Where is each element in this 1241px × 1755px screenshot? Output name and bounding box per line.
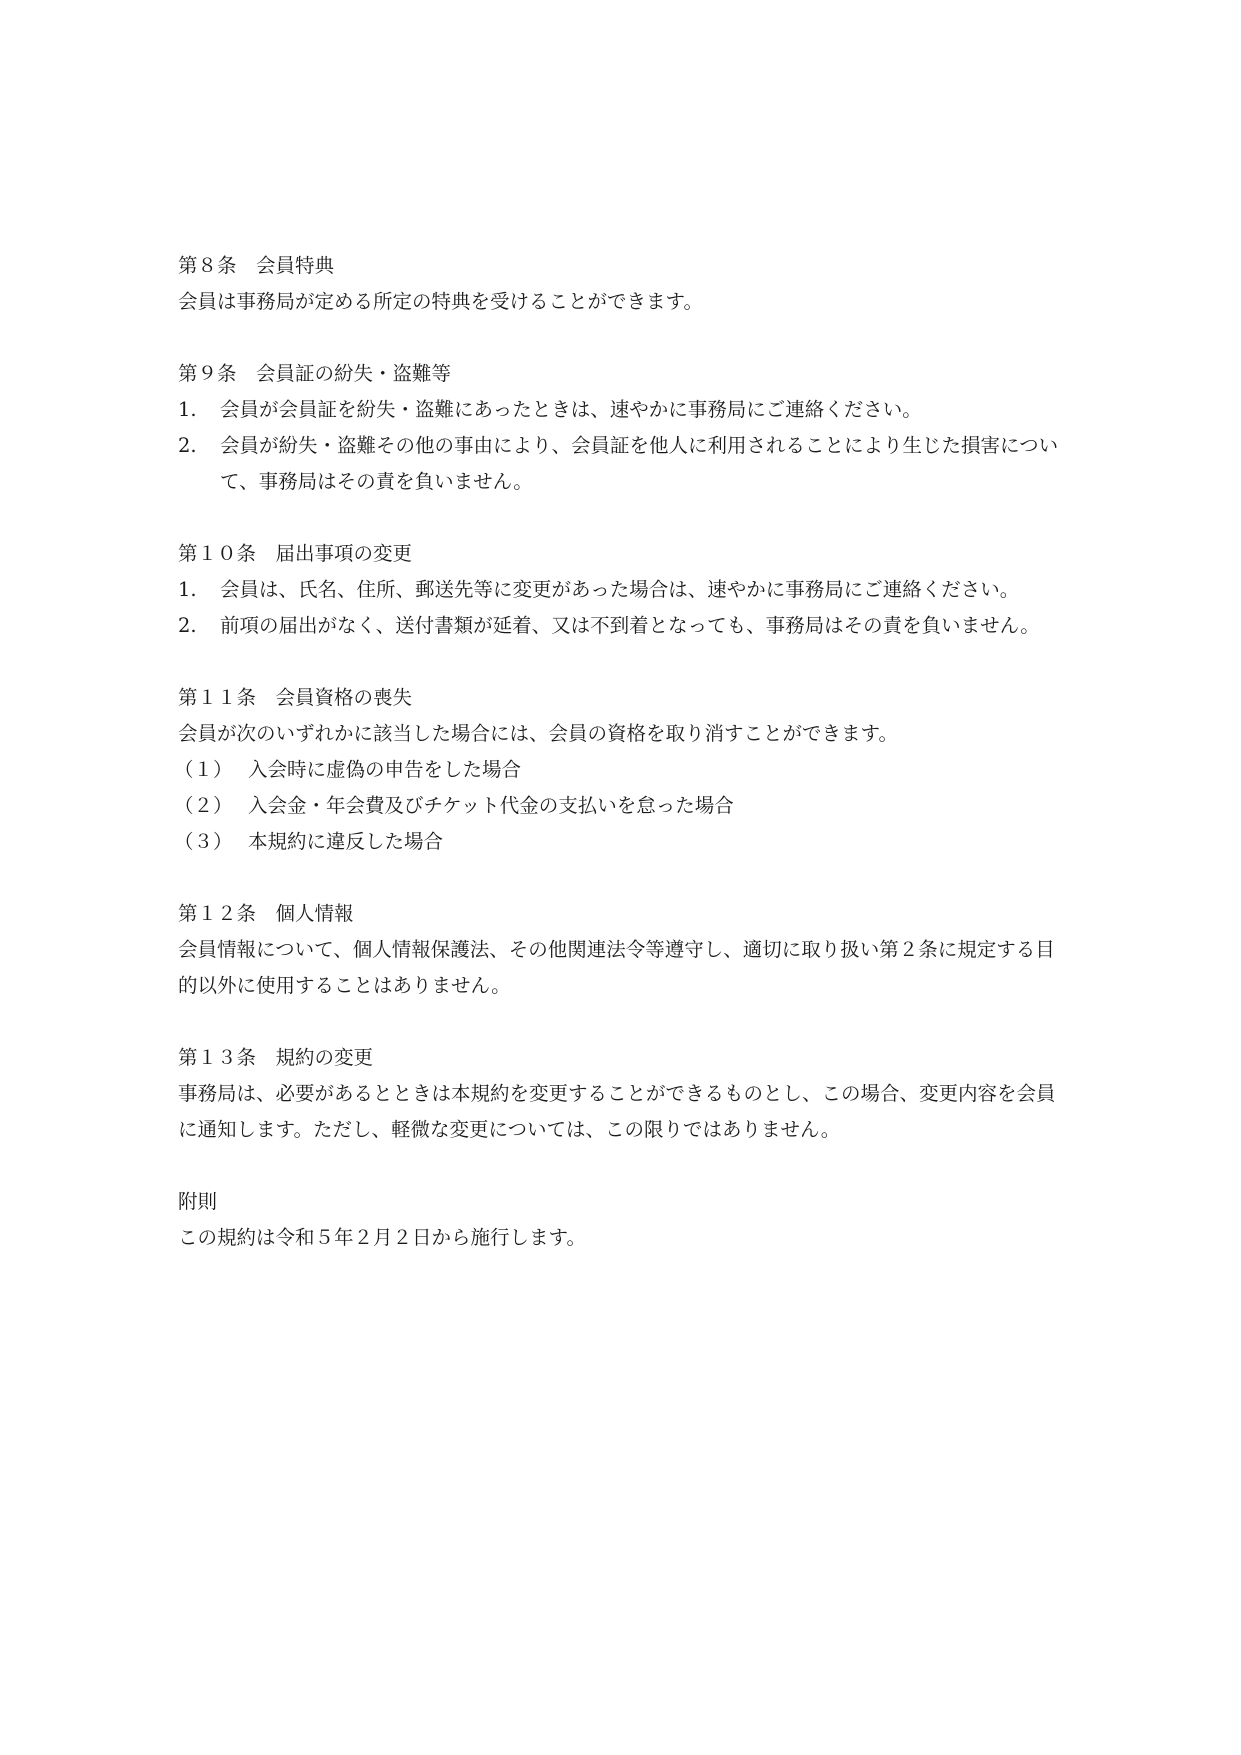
item-text: 会員は、氏名、住所、郵送先等に変更があった場合は、速やかに事務局にご連絡ください。 — [220, 578, 1020, 601]
item-text: 本規約に違反した場合 — [248, 830, 444, 853]
supplement-heading: 附則 — [178, 1190, 218, 1213]
item-number: （３） — [174, 830, 233, 853]
article-heading: 第９条 会員証の紛失・盗難等 — [178, 362, 452, 385]
article-heading: 第１２条 個人情報 — [178, 902, 354, 925]
list-item — [174, 824, 1068, 860]
item-text: 入会金・年会費及びチケット代金の支払いを怠った場合 — [248, 794, 734, 817]
supplement-body: この規約は令和５年２月２日から施行します。 — [178, 1226, 586, 1249]
document-page — [174, 248, 1068, 1292]
list-item — [178, 608, 1068, 644]
article-12 — [178, 896, 1068, 1004]
item-text: 会員が会員証を紛失・盗難にあったときは、速やかに事務局にご連絡ください。 — [220, 398, 922, 421]
list-item — [174, 788, 1068, 824]
article-body: 会員が次のいずれかに該当した場合には、会員の資格を取り消すことができます。 — [178, 722, 898, 745]
item-text: 会員が紛失・盗難その他の事由により、会員証を他人に利用されることにより生じた損害について、事務局はその責を負いません。 — [220, 434, 1059, 493]
article-heading: 第８条 会員特典 — [178, 254, 335, 277]
item-number: 1. — [178, 398, 197, 421]
article-body: 会員情報について、個人情報保護法、その他関連法令等遵守し、適切に取り扱い第２条に規定する目的以外に使用することはありません。 — [178, 938, 1055, 997]
article-heading: 第１１条 会員資格の喪失 — [178, 686, 413, 709]
article-8 — [178, 248, 1068, 320]
item-number: 2. — [178, 614, 197, 637]
supplementary-provision — [178, 1184, 1068, 1256]
item-number: （１） — [174, 758, 233, 781]
list-item — [174, 752, 1068, 788]
article-body: 事務局は、必要があるとときは本規約を変更することができるものとし、この場合、変更内容を会員に通知します。ただし、軽微な変更については、この限りではありません。 — [178, 1082, 1056, 1141]
article-13 — [178, 1040, 1068, 1148]
article-9 — [178, 356, 1068, 500]
list-item — [178, 572, 1068, 608]
item-number: 2. — [178, 434, 197, 457]
list-item — [178, 392, 1068, 428]
item-number: 1. — [178, 578, 197, 601]
item-number: （２） — [174, 794, 233, 817]
item-text: 入会時に虚偽の申告をした場合 — [248, 758, 522, 781]
article-heading: 第１３条 規約の変更 — [178, 1046, 374, 1069]
article-heading: 第１０条 届出事項の変更 — [178, 542, 413, 565]
article-11 — [174, 680, 1068, 860]
list-item — [178, 428, 1068, 500]
article-10 — [178, 536, 1068, 644]
item-text: 前項の届出がなく、送付書類が延着、又は不到着となっても、事務局はその責を負いません。 — [220, 614, 1040, 637]
article-body: 会員は事務局が定める所定の特典を受けることができます。 — [178, 290, 703, 313]
